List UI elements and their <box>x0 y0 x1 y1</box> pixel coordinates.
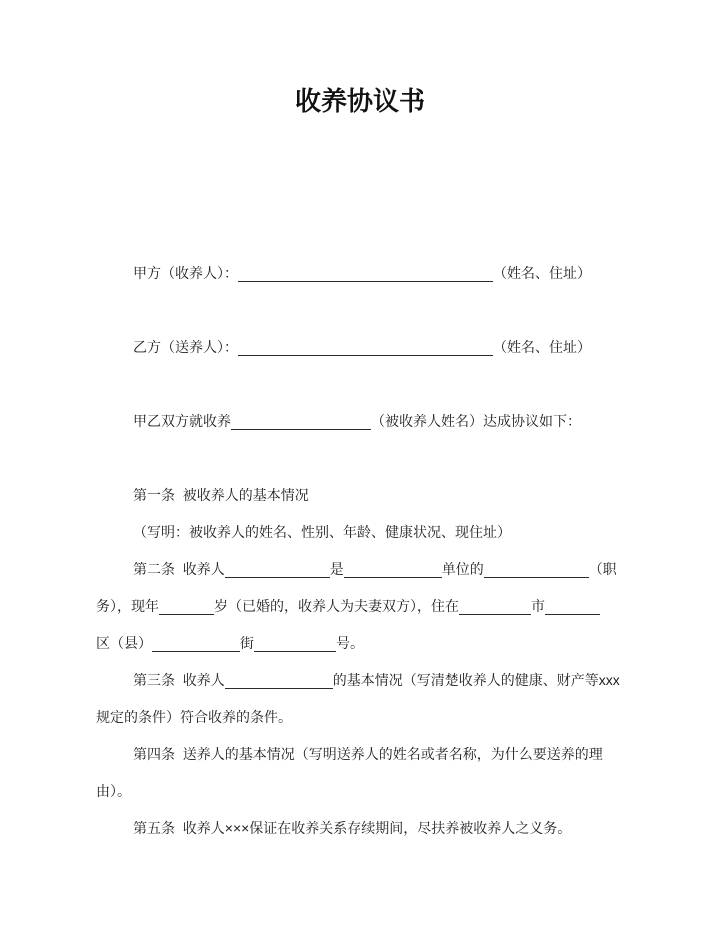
text-segment: 市 <box>531 598 545 614</box>
party-b-line <box>96 329 700 366</box>
document-title: 收养协议书 <box>294 87 425 116</box>
text-segment: （姓名、住址） <box>493 265 591 281</box>
text-segment: 是 <box>329 561 344 577</box>
text-segment: 单位的 <box>441 561 484 577</box>
article-2-line-3 <box>96 625 700 662</box>
fill-in-blank <box>254 633 336 652</box>
fill-in-blank <box>238 263 493 282</box>
text-segment: 第五条 收养人×××保证在收养关系存续期间，尽扶养被收养人之义务。 <box>133 820 572 836</box>
text-segment: 甲乙双方就收养 <box>133 413 231 429</box>
text-segment: 甲方（收养人）： <box>133 265 238 281</box>
fill-in-blank <box>152 633 240 652</box>
text-segment: 第一条 被收养人的基本情况 <box>133 487 309 503</box>
fill-in-blank <box>159 596 214 615</box>
article-3-line-1 <box>96 662 700 699</box>
text-segment: 务），现年 <box>96 598 159 614</box>
article-3-line-2 <box>96 699 700 736</box>
agreement-intro-line <box>96 403 700 440</box>
text-segment: （被收养人姓名）达成协议如下： <box>371 413 581 429</box>
fill-in-blank <box>459 596 531 615</box>
text-segment: 的基本情况（写清楚收养人的健康、财产等xxx <box>332 672 620 688</box>
text-segment: 号。 <box>336 635 364 651</box>
text-segment: 区（县） <box>96 635 152 651</box>
article-2-line-1 <box>96 551 700 588</box>
text-segment: 第三条 收养人 <box>133 672 225 688</box>
text-segment: （写明：被收养人的姓名、性别、年龄、健康状况、现住址） <box>133 524 511 540</box>
text-segment: 由）。 <box>96 783 131 799</box>
fill-in-blank <box>225 559 330 578</box>
text-segment: （姓名、住址） <box>493 339 591 355</box>
article-1-line <box>96 477 700 514</box>
article-2-line-2 <box>96 588 700 625</box>
text-segment: 岁（已婚的，收养人为夫妻双方），住在 <box>214 598 459 614</box>
text-segment: 第二条 收养人 <box>133 561 225 577</box>
fill-in-blank <box>225 670 333 689</box>
party-a-line <box>96 255 700 292</box>
document-body <box>0 255 720 847</box>
fill-in-blank <box>484 559 589 578</box>
article-4-line-2 <box>96 773 700 810</box>
text-segment: （职 <box>588 561 617 577</box>
article-1-note-line <box>96 514 700 551</box>
text-segment: 乙方（送养人）： <box>133 339 238 355</box>
text-segment: 街 <box>240 635 254 651</box>
fill-in-blank <box>231 411 371 430</box>
text-segment: 规定的条件）符合收养的条件。 <box>96 709 292 725</box>
fill-in-blank <box>545 596 600 615</box>
fill-in-blank <box>344 559 442 578</box>
article-5-line <box>96 810 700 847</box>
text-segment: 第四条 送养人的基本情况（写明送养人的姓名或者名称，为什么要送养的理 <box>133 746 603 762</box>
article-4-line-1 <box>96 736 700 773</box>
fill-in-blank <box>238 337 493 356</box>
